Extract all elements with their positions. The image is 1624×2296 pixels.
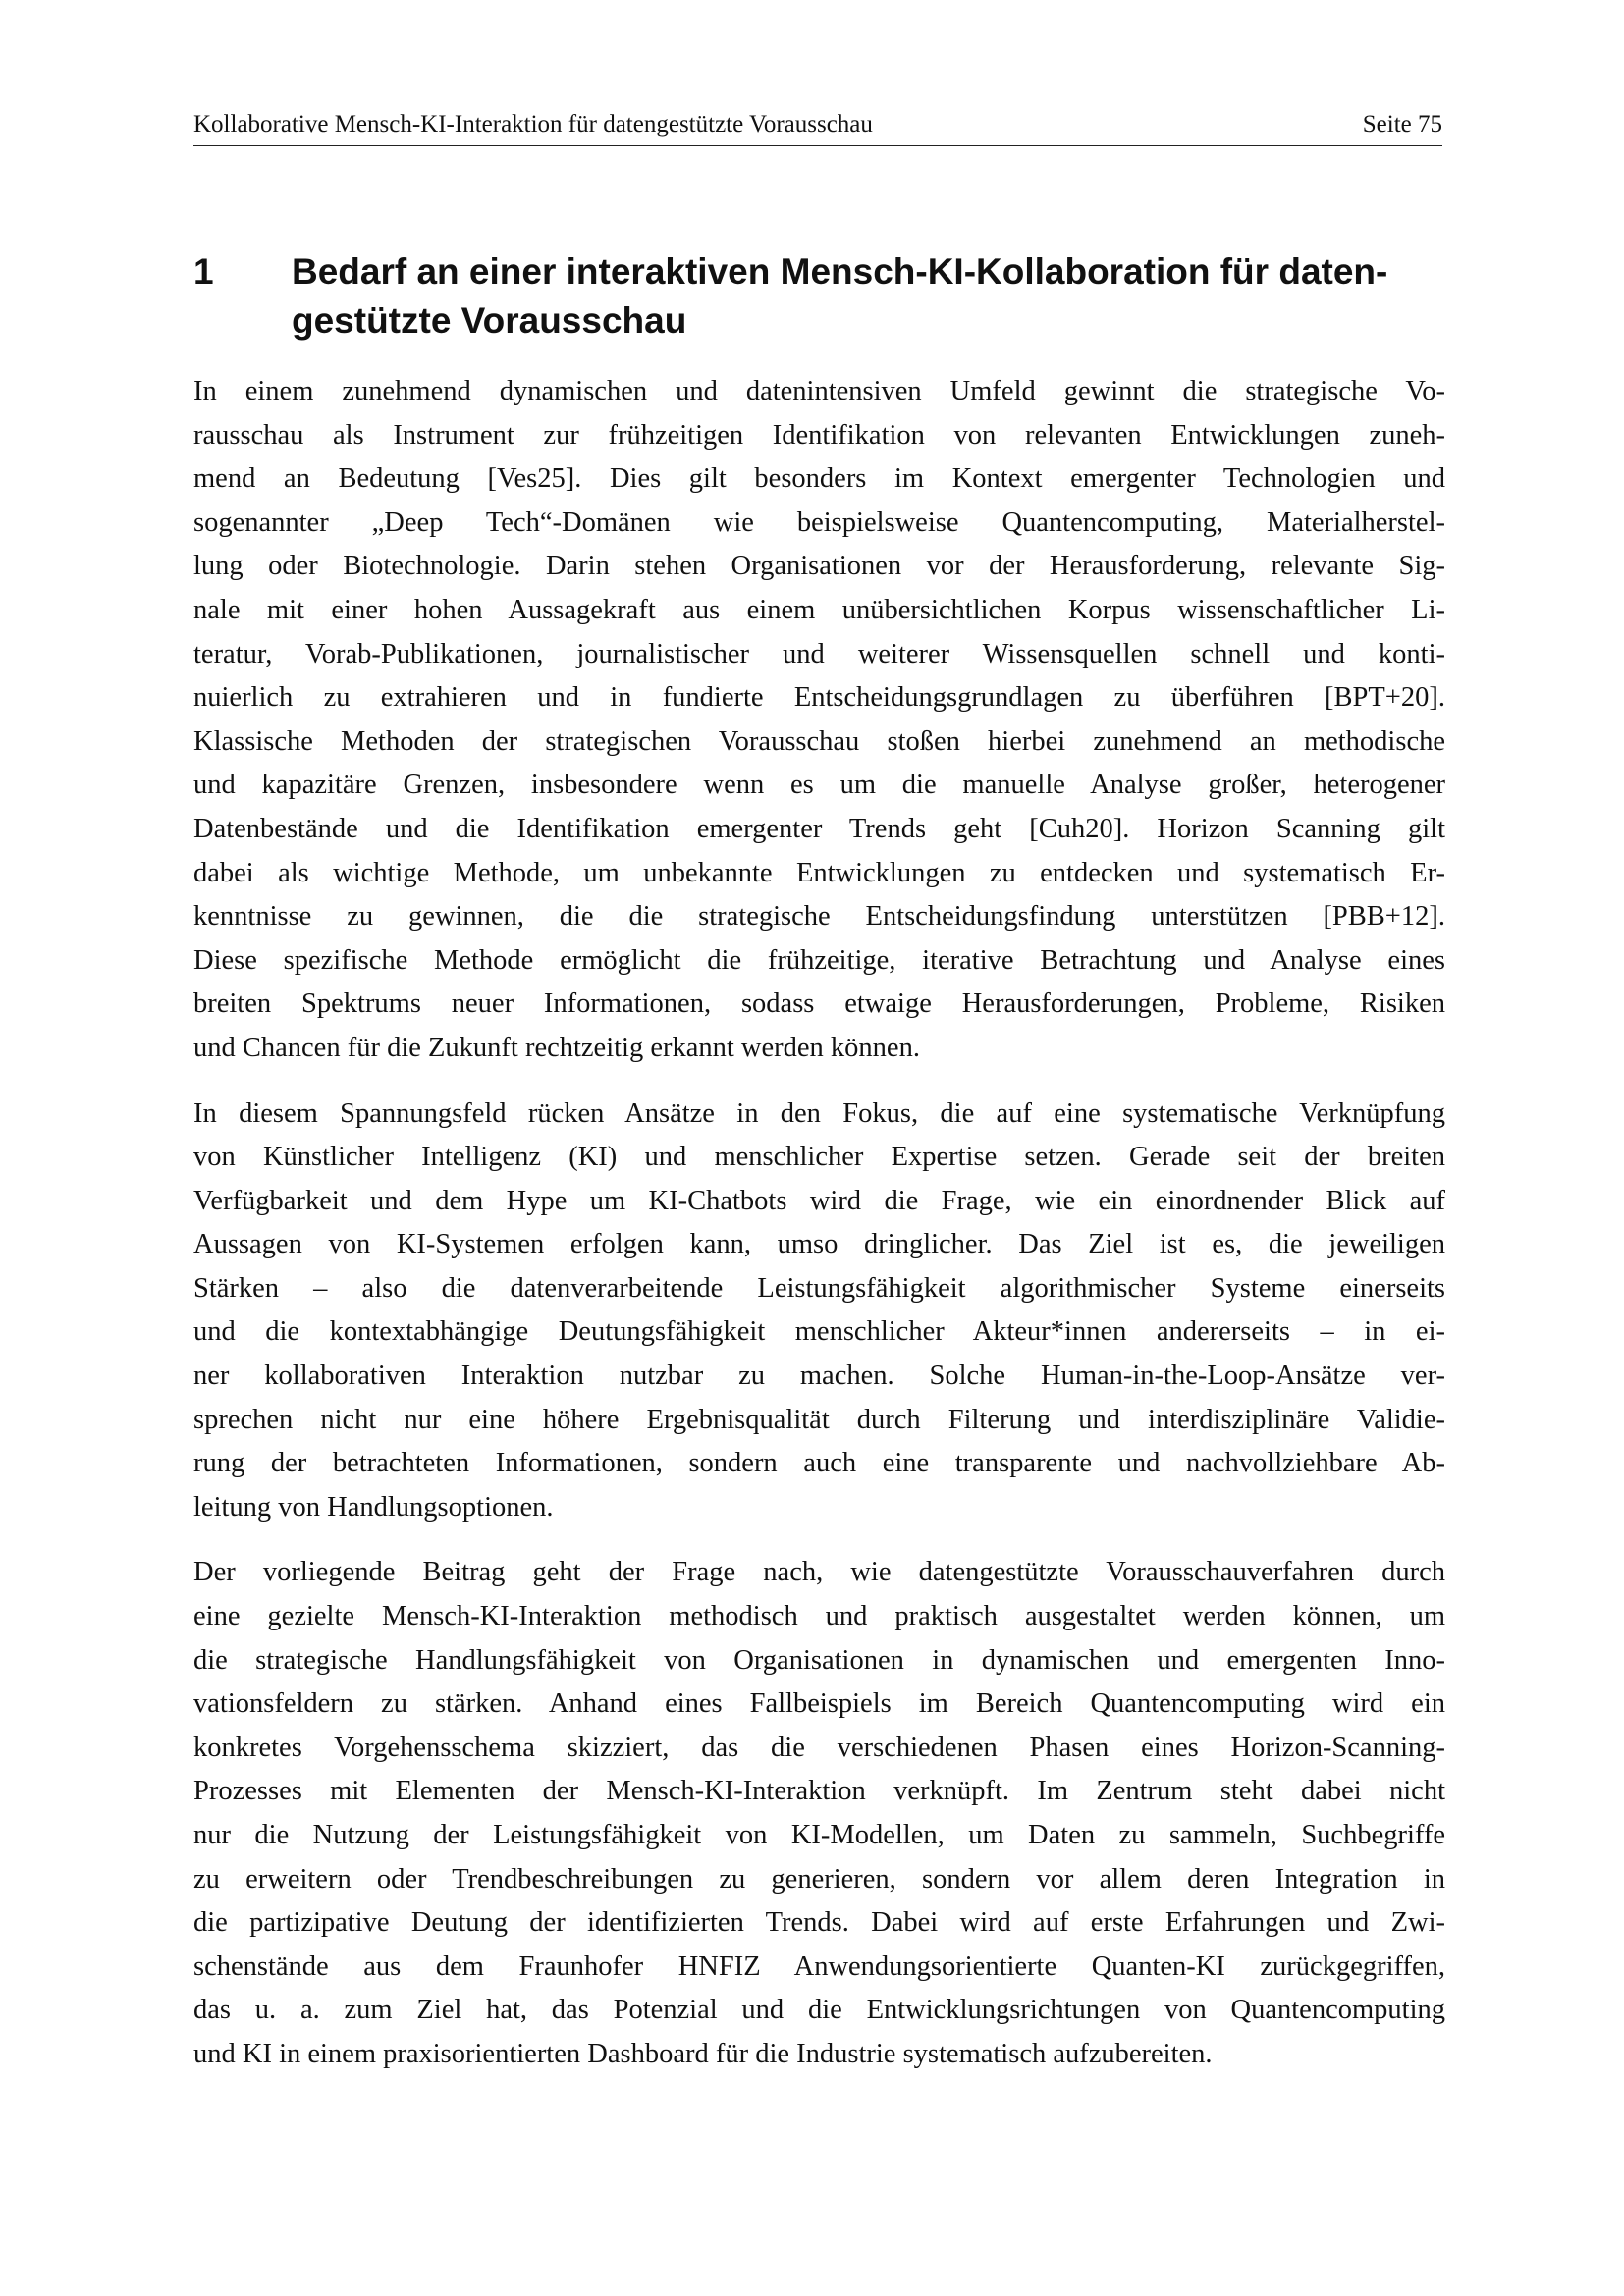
section-title-line-2: gestützte Vorausschau [292, 300, 687, 341]
text-line: Diese spezifische Methode ermöglicht die frühzeitige, iterative Betrachtung und Analyse eines [193, 944, 1445, 976]
text-line: teratur, Vorab-Publikationen, journalistischer und weiterer Wissensquellen schnell und konti- [193, 638, 1445, 669]
text-line: Stärken – also die datenverarbeitende Leistungsfähigkeit algorithmischer Systeme einerseits [193, 1272, 1445, 1304]
section-title-line-1: Bedarf an einer interaktiven Mensch-KI-Kollaboration für daten- [292, 251, 1388, 292]
text-line: die partizipative Deutung der identifizierten Trends. Dabei wird auf erste Erfahrungen und Zwi- [193, 1907, 1445, 1939]
text-line: lung oder Biotechnologie. Darin stehen Organisationen vor der Herausforderung, relevante Sig- [193, 551, 1445, 582]
text-line: Der vorliegende Beitrag geht der Frage nach, wie datengestützte Vorausschauverfahren durch [193, 1557, 1445, 1588]
running-header [193, 110, 1442, 146]
text-line: sprechen nicht nur eine höhere Ergebnisqualität durch Filterung und interdisziplinäre Validie- [193, 1404, 1445, 1435]
running-title: Kollaborative Mensch-KI-Interaktion für datengestützte Vorausschau [193, 111, 873, 137]
text-line: In einem zunehmend dynamischen und datenintensiven Umfeld gewinnt die strategische Vo- [193, 376, 1445, 406]
section-number: 1 [193, 251, 214, 292]
paragraph-1 [193, 370, 1445, 1071]
paragraph-2 [193, 1093, 1445, 1530]
text-line: nur die Nutzung der Leistungsfähigkeit von KI-Modellen, um Daten zu sammeln, Suchbegriffe [193, 1820, 1445, 1850]
text-line: Verfügbarkeit und dem Hype um KI-Chatbots wird die Frage, wie ein einordnender Blick auf [193, 1185, 1445, 1216]
body-text [193, 370, 1445, 2099]
text-line: leitung von Handlungsoptionen. [193, 1491, 554, 1522]
section-heading [193, 247, 1445, 346]
text-line: rung der betrachteten Informationen, sondern auch eine transparente und nachvollziehbare Ab- [193, 1448, 1445, 1479]
text-line: Aussagen von KI-Systemen erfolgen kann, umso dringlicher. Das Ziel ist es, die jeweiligen [193, 1229, 1445, 1260]
text-line: und Chancen für die Zukunft rechtzeitig erkannt werden können. [193, 1032, 920, 1063]
text-line: und die kontextabhängige Deutungsfähigkeit menschlicher Akteur*innen andererseits – in ei- [193, 1316, 1445, 1348]
text-line: und kapazitäre Grenzen, insbesondere wenn es um die manuelle Analyse großer, heterogener [193, 770, 1445, 801]
text-line: Prozesses mit Elementen der Mensch-KI-Interaktion verknüpft. Im Zentrum steht dabei nicht [193, 1776, 1445, 1807]
text-line: die strategische Handlungsfähigkeit von Organisationen in dynamischen und emergenten Inno- [193, 1644, 1445, 1676]
text-line: das u. a. zum Ziel hat, das Potenzial und die Entwicklungsrichtungen von Quantencomputing [193, 1995, 1445, 2026]
text-line: eine gezielte Mensch-KI-Interaktion methodisch und praktisch ausgestaltet werden können, um [193, 1601, 1445, 1632]
text-line: schenstände aus dem Fraunhofer HNFIZ Anwendungsorientierte Quanten-KI zurückgegriffen, [193, 1950, 1445, 1982]
text-line: vationsfeldern zu stärken. Anhand eines Fallbeispiels im Bereich Quantencomputing wird ein [193, 1688, 1445, 1720]
text-line: breiten Spektrums neuer Informationen, sodass etwaige Herausforderungen, Probleme, Risiken [193, 988, 1445, 1020]
text-line: nuierlich zu extrahieren und in fundierte Entscheidungsgrundlagen zu überführen [BPT+20]. [193, 682, 1445, 714]
text-line: mend an Bedeutung [Ves25]. Dies gilt besonders im Kontext emergenter Technologien und [193, 463, 1445, 495]
text-line: rausschau als Instrument zur frühzeitigen Identifikation von relevanten Entwicklungen zuneh- [193, 419, 1445, 451]
page-number: Seite 75 [1362, 111, 1442, 137]
text-line: dabei als wichtige Methode, um unbekannte Entwicklungen zu entdecken und systematisch Er- [193, 857, 1445, 888]
text-line: von Künstlicher Intelligenz (KI) und menschlicher Expertise setzen. Gerade seit der breiten [193, 1142, 1445, 1173]
text-line: Klassische Methoden der strategischen Vorausschau stoßen hierbei zunehmend an methodische [193, 725, 1445, 757]
text-line: zu erweitern oder Trendbeschreibungen zu generieren, sondern vor allem deren Integration in [193, 1863, 1445, 1895]
paragraph-3 [193, 1551, 1445, 2076]
text-line: kenntnisse zu gewinnen, die die strategische Entscheidungsfindung unterstützen [PBB+12]. [193, 901, 1445, 933]
text-line: und KI in einem praxisorientierten Dashboard für die Industrie systematisch aufzubereiten. [193, 2038, 1213, 2069]
text-line: In diesem Spannungsfeld rücken Ansätze in den Fokus, die auf eine systematische Verknüpfung [193, 1097, 1445, 1129]
text-line: ner kollaborativen Interaktion nutzbar zu machen. Solche Human-in-the-Loop-Ansätze ver- [193, 1361, 1445, 1392]
text-line: Datenbestände und die Identifikation emergenter Trends geht [Cuh20]. Horizon Scanning gilt [193, 813, 1445, 844]
text-line: nale mit einer hohen Aussagekraft aus einem unübersichtlichen Korpus wissenschaftlicher Li- [193, 594, 1445, 625]
text-line: konkretes Vorgehensschema skizziert, das die verschiedenen Phasen eines Horizon-Scanning- [193, 1732, 1445, 1763]
text-line: sogenannter „Deep Tech“-Domänen wie beispielsweise Quantencomputing, Materialherstel- [193, 507, 1445, 538]
